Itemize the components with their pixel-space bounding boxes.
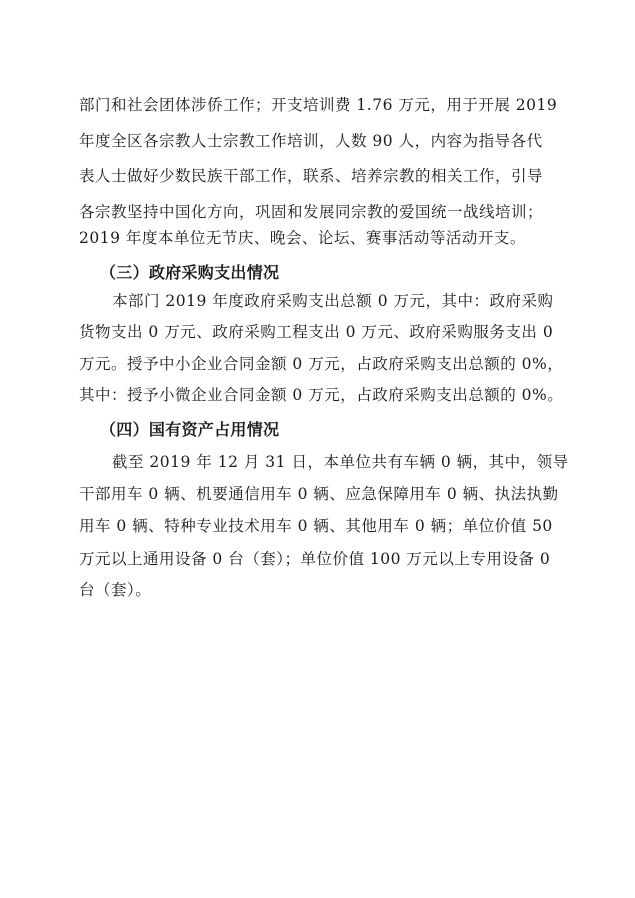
paragraph-line: 年度全区各宗教人士宗教工作培训，人数 90 人，内容为指导各代 — [79, 132, 543, 150]
paragraph-line: 用车 0 辆、特种专业技术用车 0 辆、其他用车 0 辆；单位价值 50 — [79, 517, 553, 535]
paragraph-line: 部门和社会团体涉侨工作；开支培训费 1.76 万元，用于开展 2019 — [79, 96, 558, 114]
paragraph-line: 表人士做好少数民族干部工作，联系、培养宗教的相关工作，引导 — [79, 167, 544, 185]
paragraph-line: 各宗教坚持中国化方向，巩固和发展同宗教的爱国统一战线培训； — [79, 203, 544, 221]
section-heading-assets: （四）国有资产占用情况 — [100, 420, 280, 439]
paragraph-line: 2019 年度本单位无节庆、晚会、论坛、赛事活动等活动开支。 — [79, 229, 526, 247]
paragraph-line: 万元以上通用设备 0 台（套）；单位价值 100 万元以上专用设备 0 — [79, 550, 551, 568]
paragraph-line: 干部用车 0 辆、机要通信用车 0 辆、应急保障用车 0 辆、执法执勤 — [79, 485, 559, 503]
paragraph-line: 截至 2019 年 12 月 31 日，本单位共有车辆 0 辆，其中，领导 — [112, 453, 569, 471]
section-heading-procurement: （三）政府采购支出情况 — [100, 263, 280, 282]
paragraph-line: 其中：授予小微企业合同金额 0 万元，占政府采购支出总额的 0%。 — [79, 386, 564, 404]
paragraph-line: 台（套）。 — [79, 581, 152, 599]
paragraph-line: 货物支出 0 万元、政府采购工程支出 0 万元、政府采购服务支出 0 — [79, 323, 554, 341]
paragraph-line: 本部门 2019 年度政府采购支出总额 0 万元，其中：政府采购 — [112, 292, 554, 310]
paragraph-line: 万元。授予中小企业合同金额 0 万元，占政府采购支出总额的 0%， — [79, 355, 564, 373]
